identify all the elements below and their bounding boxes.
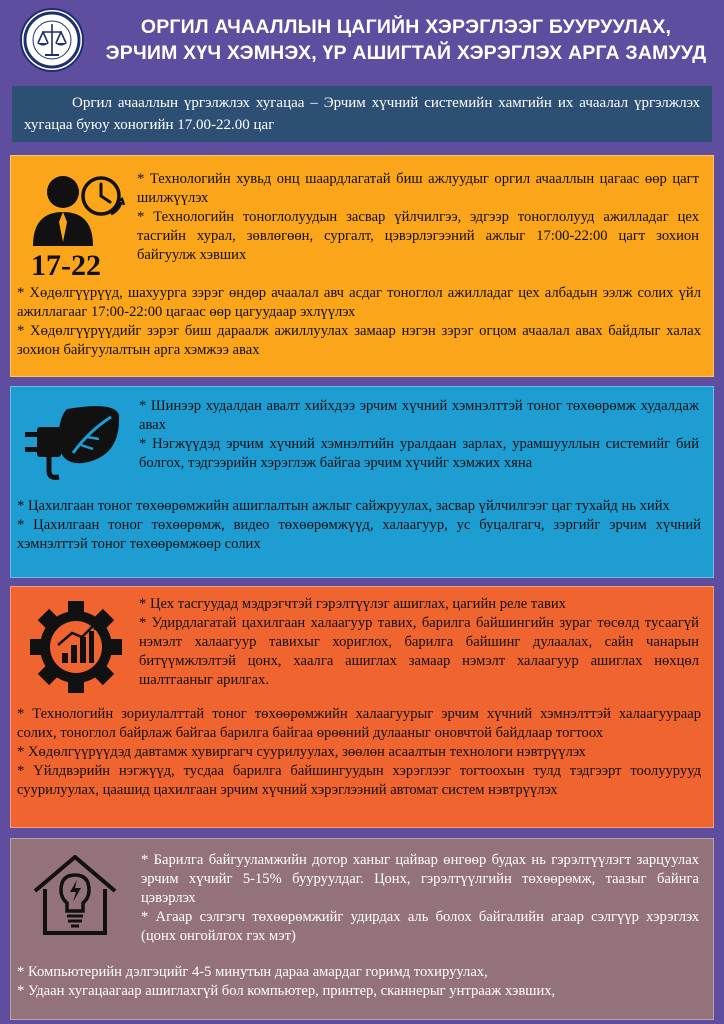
list-item: * Цахилгаан тоног төхөөрөмжийн ашиглалтын ажлыг сайжруулах, засвар үйлчилгээг цаг тухайд нь хийх bbox=[17, 498, 670, 514]
schedule-full-list bbox=[17, 284, 701, 360]
header bbox=[0, 0, 724, 82]
list-item: * Агаар сэлгэгч төхөөрөмжийг удирдах аль болох байгалийн агаар сэлгүүр хэрэглэх (цонх онгойлгох гэх мэт) bbox=[141, 909, 699, 944]
section-schedule bbox=[10, 155, 714, 377]
list-item: * Технологийн тоноглолуудын засвар үйлчилгээ, эдгээр тоноглолууд ажилладаг цех тасгийн хурал, зөвлөгөөн, сургалт, цэвэрлэгээний ажлыг 17:00-22:00 цагт зохион байгуулж хэвших bbox=[137, 209, 699, 263]
list-item: * Удаан хугацаагаар ашиглахгүй бол компьютер, принтер, сканнерыг унтрааж хэвших, bbox=[17, 983, 556, 999]
house-bulb-icon bbox=[29, 853, 121, 945]
list-item: * Барилга байгууламжийн дотор ханыг цайвар өнгөөр будах нь гэрэлтүүлэгт зарцуулах эрчим хүчийг 5-15% бууруулдаг. Цонх, гэрэлтүүлгийн төхөөрөмж, таазыг байнга цэвэрлэх bbox=[141, 852, 699, 906]
equipment-full-list bbox=[17, 497, 701, 554]
list-item: * Компьютерийн дэлгэцийг 4-5 минутын дараа амардаг горимд тохируулах, bbox=[17, 964, 488, 980]
title-line-1: ОРГИЛ АЧААЛЛЫН ЦАГИЙН ХЭРЭГЛЭЭГ БУУРУУЛАХ, bbox=[140, 16, 672, 38]
list-item: * Хөдөлгүүрүүд, шахуурга зэрэг өндөр ачаалал авч асдаг тоноглол ажилладаг цех албадын ээлж солих үйл ажиллагааг 17:00-22:00 цагаас өөр цагуудаар эхлүүлэх bbox=[17, 285, 701, 320]
gear-chart-icon bbox=[21, 601, 131, 699]
title-line-2: ЭРЧИМ ХҮЧ ХЭМНЭХ, ҮР АШИГТАЙ ХЭРЭГЛЭХ АРГА ЗАМУУД bbox=[105, 42, 707, 64]
building-full-list bbox=[17, 963, 701, 1001]
technology-full-list bbox=[17, 705, 701, 800]
technology-side-list bbox=[139, 595, 699, 690]
plug-leaf-icon bbox=[23, 401, 123, 487]
list-item: * Хөдөлгүүрүүдийг зэрэг биш дараалж ажиллуулах замаар нэгэн зэрэг огцом ачаалал авах байдлыг халах зохион байгуулалтын арга хэмжээ авах bbox=[17, 323, 701, 358]
list-item: * Технологийн зориулалттай тоног төхөөрөмжийн халаагуурыг эрчим хүчний хэмнэлттэй халаагуураар солих, тоноглол байрлаж байгаа барилга байгаа өрөөний дулааныг оновчтой байдлаар тогтоох bbox=[17, 706, 701, 741]
list-item: * Үйлдвэрийн нэгжүүд, тусдаа барилга байшингуудын хэрэглээг тогтоохын тулд тэдгээрт тоолуурууд суурилуулах, цаашид цахилгаан эрчим хүчний хэрэглээний автомат систем нэвтрүүлэх bbox=[17, 763, 701, 798]
list-item: * Технологийн хувьд онц шаардлагатай биш ажлуудыг оргил ачааллын цагаас өөр цагт шилжүүлэх bbox=[137, 171, 699, 206]
list-item: * Цех тасгуудад мэдрэгчтэй гэрэлтүүлэг ашиглах, цагийн реле тавих bbox=[139, 596, 566, 612]
page-title bbox=[96, 14, 716, 66]
intro-text: Оргил ачааллын үргэлжлэх хугацаа – Эрчим хүчний системийн хамгийн их ачаалал үргэлжлэх хугацаа буюу хоногийн 17.00-22.00 цаг bbox=[24, 95, 700, 133]
intro-banner bbox=[12, 86, 712, 142]
section-technology bbox=[10, 586, 714, 828]
list-item: * Нэгжүүдэд эрчим хүчний хэмнэлтийн уралдаан зарлах, урамшууллын системийг бий болгох, тэдгээрийн хэрэглэж байгаа эрчим хүчийг хэмжих хяна bbox=[139, 436, 699, 471]
list-item: * Удирдлагатай цахилгаан халаагуур тавих, барилга байшингийн зураг төсөлд тусаагүй нэмэлт халаагуур тавихыг хориглох, барилга байшинг дулаалах, сайн чанарын битүүмжлэлтэй цонх, хаалга ашиглах замаар нэмэлт халаагуур ашиглах нөхцөл шалтгааныг арилгах. bbox=[139, 615, 699, 688]
time-range-label: 17-22 bbox=[31, 249, 101, 282]
emblem-icon bbox=[20, 8, 84, 72]
list-item: * Шинээр худалдан авалт хийхдээ эрчим хүчний хэмнэлттэй тоног төхөөрөмж худалдаж авах bbox=[139, 398, 699, 433]
equipment-side-list bbox=[139, 397, 699, 473]
schedule-side-list bbox=[137, 170, 699, 265]
person-clock-icon bbox=[29, 172, 129, 254]
section-equipment bbox=[10, 386, 714, 578]
list-item: * Хөдөлгүүрүүдэд давтамж хувиргагч суурилуулах, зөөлөн асаалтын технологи нэвтрүүлэх bbox=[17, 744, 586, 760]
list-item: * Цахилгаан тоног төхөөрөмж, видео төхөөрөмжүүд, халаагуур, ус буцалгагч, зэргийг эрчим хүчний хэмнэлттэй тоног төхөөрөмжөөр солих bbox=[17, 517, 701, 552]
section-building bbox=[10, 838, 714, 1020]
building-side-list bbox=[141, 851, 699, 946]
